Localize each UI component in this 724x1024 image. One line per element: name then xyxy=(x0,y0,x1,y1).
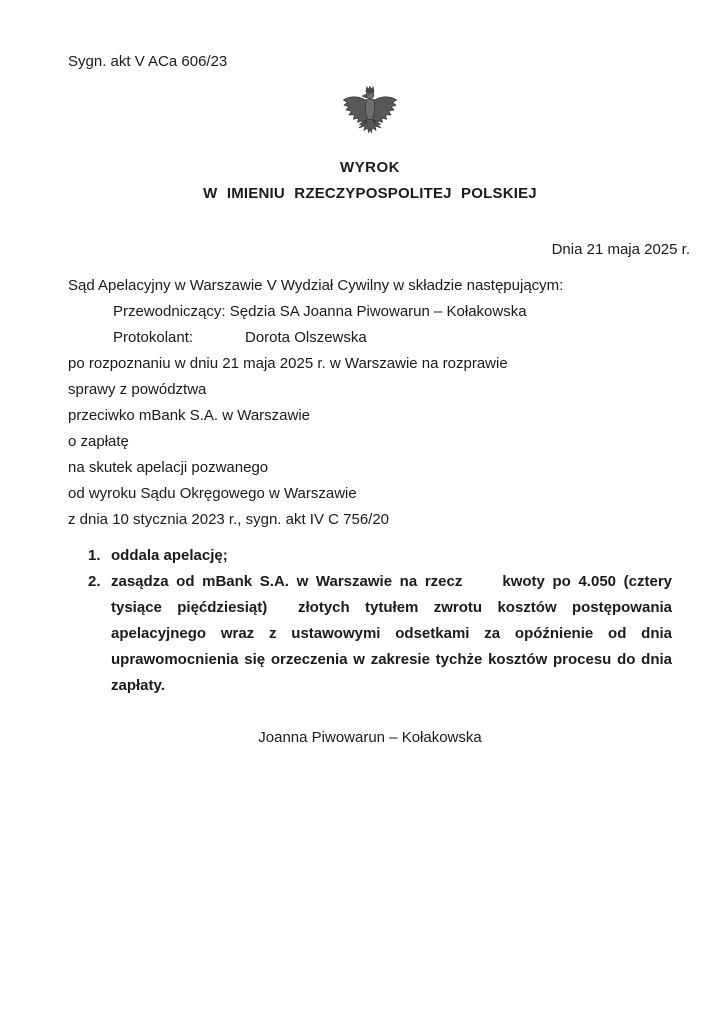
judgment-date: Dnia 21 maja 2025 r. xyxy=(551,241,690,258)
hearing-line: po rozpoznaniu w dniu 21 maja 2025 r. w Warszawie na rozprawie xyxy=(68,355,508,372)
polish-eagle-icon xyxy=(339,83,401,137)
document-subtitle: W IMIENIU RZECZYPOSPOLITEJ POLSKIEJ xyxy=(203,185,537,202)
defendant-line: przeciwko mBank S.A. w Warszawie xyxy=(68,407,311,424)
ruling-item-1 xyxy=(68,543,672,569)
ruling-list xyxy=(68,543,672,699)
appealed-judgment-ref-line: z dnia 10 stycznia 2023 r., sygn. akt IV C 756/20 xyxy=(68,511,390,528)
presiding-judge-name: Sędzia SA Joanna Piwowarun – Kołakowska xyxy=(229,303,527,320)
emblem-container xyxy=(68,83,672,139)
ruling-item-1-number: 1. xyxy=(88,547,101,564)
ruling-item-1-text: oddala apelację; xyxy=(111,547,228,564)
presiding-judge-line xyxy=(68,299,672,325)
ruling-item-2 xyxy=(68,569,672,699)
ruling-item-2-text-before-redaction: zasądza od mBank S.A. w Warszawie na rzecz xyxy=(111,573,463,590)
ruling-item-2-text xyxy=(111,569,672,699)
ruling-item-2-text-after-redaction: kwoty po 4.050 (cztery tysiące pięćdziesiąt) złotych tytułem zwrotu kosztów postępowania apelacyjnego wraz z ustawowymi odsetkami za opóźnienie od dnia uprawomocnienia się orzeczenia w zakresie tychże kosztów procesu do dnia zapłaty. xyxy=(111,573,672,694)
appeal-line: na skutek apelacji pozwanego xyxy=(68,459,269,476)
title-block xyxy=(68,155,672,207)
panel-composition-intro: Sąd Apelacyjny w Warszawie V Wydział Cywilny w składzie następującym: xyxy=(68,277,564,294)
clerk-line xyxy=(68,325,672,351)
claim-line: sprawy z powództwa xyxy=(68,381,207,398)
appealed-judgment-line: od wyroku Sądu Okręgowego w Warszawie xyxy=(68,485,357,502)
presiding-judge-label: Przewodniczący: xyxy=(113,303,226,320)
case-reference: Sygn. akt V ACa 606/23 xyxy=(68,53,228,70)
document-title: WYROK xyxy=(340,159,400,176)
clerk-name: Dorota Olszewska xyxy=(245,329,367,346)
clerk-label: Protokolant: xyxy=(113,329,194,346)
subject-line: o zapłatę xyxy=(68,433,129,450)
judge-signature: Joanna Piwowarun – Kołakowska xyxy=(258,729,482,746)
judgment-body xyxy=(68,273,672,533)
ruling-item-2-number: 2. xyxy=(88,573,101,590)
